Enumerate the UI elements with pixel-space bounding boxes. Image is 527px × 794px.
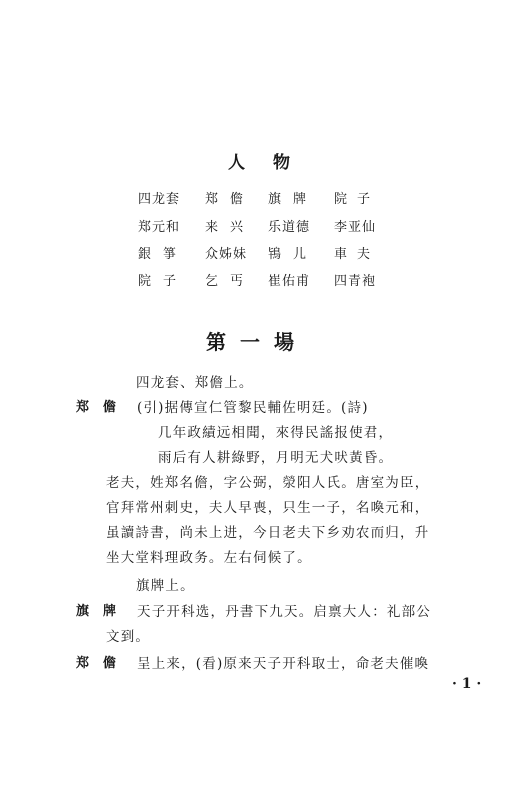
speaker-label: 郑儋 — [76, 400, 131, 415]
cast-name: 旗牌 — [268, 192, 319, 207]
cast-name: 乞丐 — [205, 274, 256, 289]
cast-name: 乐道德 — [268, 220, 311, 235]
speaker-label: 旗牌 — [76, 604, 131, 619]
cast-name: 四青袍 — [334, 274, 377, 289]
cast-name: 銀箏 — [138, 247, 189, 262]
verse-line: 几年政績远相聞，來得民謠报使君， — [158, 425, 394, 441]
cast-name: 众姊妹 — [205, 247, 248, 262]
cast-name: 郑元和 — [138, 220, 181, 235]
cast-name: 院子 — [138, 274, 189, 289]
cast-name: 崔佑甫 — [268, 274, 311, 289]
cast-name: 院子 — [334, 192, 381, 207]
dialogue-line: 官拜常州刺史，夫人早喪，只生一子，名喚元和， — [106, 500, 430, 516]
dialogue-line: 坐大堂料理政务。左右伺候了。 — [106, 550, 312, 566]
dialogue-line: 虽讀詩書，尚未上进，今日老夫下乡劝农而归，升 — [106, 525, 430, 541]
cast-name: 李亚仙 — [334, 220, 377, 235]
stage-direction: 旗牌上。 — [136, 578, 195, 594]
cast-heading: 人物 — [228, 153, 318, 173]
page-number: · 1 · — [452, 676, 482, 692]
dialogue-line: (引)据傳宣仁管黎民輔佐明廷。(詩) — [137, 400, 369, 416]
dialogue-line: 呈上来，(看)原来天子开科取士，命老夫催喚 — [137, 656, 430, 672]
cast-name: 来兴 — [205, 220, 256, 235]
cast-name: 鴇儿 — [268, 247, 319, 262]
verse-line: 雨后有人耕綠野，月明无犬吠黃昏。 — [158, 450, 394, 466]
cast-name: 四龙套 — [138, 192, 181, 207]
cast-name: 郑儋 — [205, 192, 256, 207]
cast-name: 車夫 — [334, 247, 381, 262]
dialogue-line: 老夫，姓郑名儋，字公弼，滎阳人氏。唐室为臣， — [106, 475, 430, 491]
stage-direction: 四龙套、郑儋上。 — [136, 375, 254, 391]
scene-heading: 第一場 — [206, 330, 308, 354]
speaker-label: 郑儋 — [76, 656, 131, 671]
dialogue-line: 文到。 — [106, 629, 151, 645]
dialogue-line: 天子开科选，丹書下九天。启禀大人：礼部公 — [137, 604, 431, 620]
